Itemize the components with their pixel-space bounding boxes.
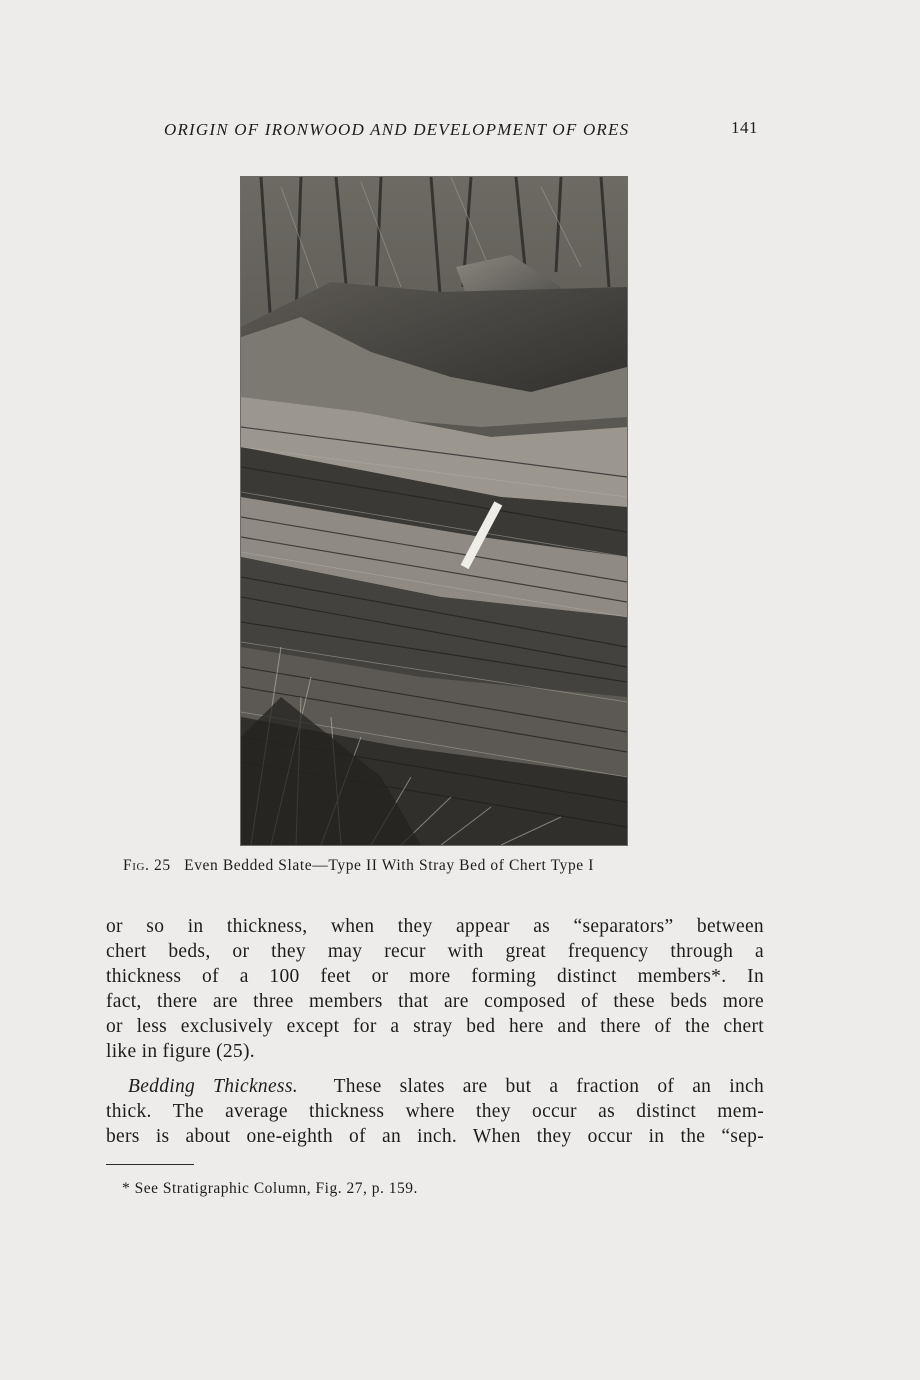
paragraph-1 xyxy=(106,914,764,1064)
paragraph-2 xyxy=(106,1074,764,1149)
figure-label: Fig. 25 xyxy=(123,857,171,874)
text-line xyxy=(106,1074,764,1099)
paragraph-heading: Bedding Thickness. xyxy=(128,1076,298,1097)
slate-outcrop-photo xyxy=(241,177,627,845)
text-line: chert beds, or they may recur with great frequency through a xyxy=(106,941,764,962)
text-line: or so in thickness, when they appear as “separators” between xyxy=(106,916,764,937)
footnote: * See Stratigraphic Column, Fig. 27, p. 159. xyxy=(122,1180,418,1197)
text-line: thick. The average thickness where they occur as distinct mem- xyxy=(106,1101,764,1122)
text-line: thickness of a 100 feet or more forming distinct members*. In xyxy=(106,966,764,987)
footnote-divider xyxy=(106,1164,194,1165)
text-line: or less exclusively except for a stray bed here and there of the chert xyxy=(106,1016,764,1037)
figure-caption-text: Even Bedded Slate—Type II With Stray Bed of Chert Type I xyxy=(184,857,595,874)
running-head-title: ORIGIN OF IRONWOOD AND DEVELOPMENT OF ORES xyxy=(164,120,630,139)
text-run: These slates are but a fraction of an inch xyxy=(333,1076,765,1097)
text-line: bers is about one-eighth of an inch. When they occur in the “sep- xyxy=(106,1126,764,1147)
figure-photograph xyxy=(240,176,628,846)
text-line: fact, there are three members that are composed of these beds more xyxy=(106,991,764,1012)
body-text xyxy=(106,914,764,1149)
figure-caption xyxy=(123,857,763,875)
page-number: 141 xyxy=(731,118,758,137)
text-line: like in figure (25). xyxy=(106,1041,255,1062)
